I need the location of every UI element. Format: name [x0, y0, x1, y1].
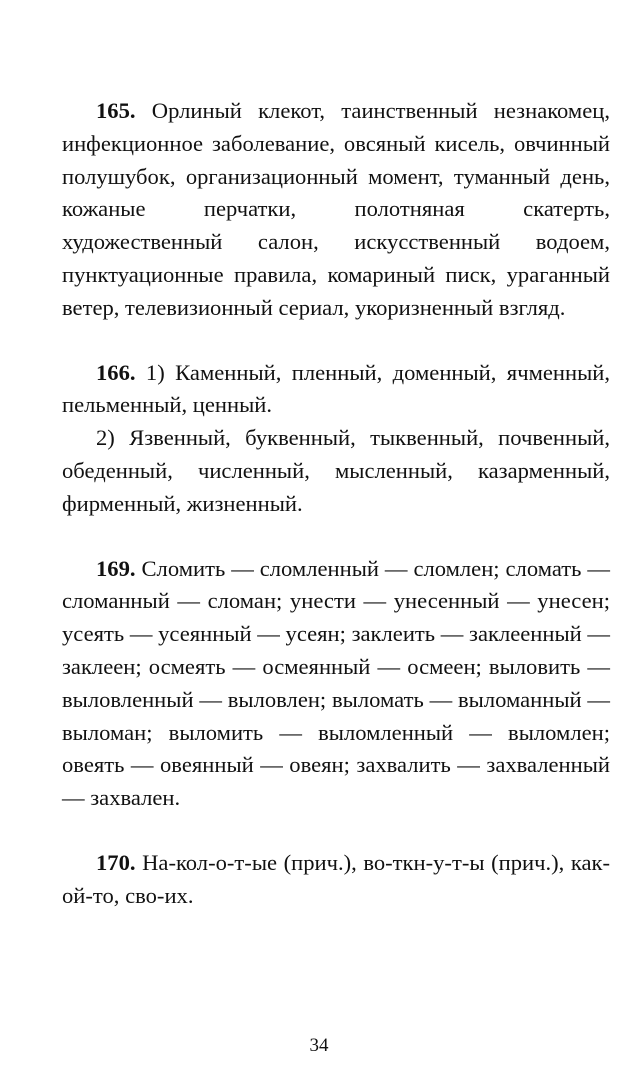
exercise-text: 2) Язвенный, буквенный, тыквенный, почвенный, обеденный, численный, мысленный, казарменный, фирменный, жизненный.	[62, 425, 610, 516]
page-number: 34	[309, 1035, 329, 1056]
exercise-number: 170.	[96, 849, 136, 875]
exercise-text: Сломить — сломленный — сломлен; сломать — сломанный — сломан; унести — унесенный — унесен; усеять — усеянный — усеян; заклеить — заклеенный — заклеен; осмеять — осмеянный — осмеен; выловить — выловленный — выловлен; выломать — выломанный — выломан; выломить — выломленный — выломлен; овеять — овеянный — овеян; захвалить — захваленный — захвален.	[62, 555, 610, 811]
exercise-number: 166.	[96, 359, 136, 385]
exercise-text: 1) Каменный, пленный, доменный, ячменный, пельменный, ценный.	[62, 359, 610, 418]
exercise-165	[62, 95, 610, 325]
exercise-number: 165.	[96, 98, 136, 123]
exercise-169	[62, 553, 610, 815]
exercise-text: Орлиный клекот, таинственный незнакомец, инфекционное заболевание, овсяный кисель, овчинный полушубок, организационный момент, туманный день, кожаные перчатки, полотняная скатерть, художественный салон, искусственный водоем, пунктуационные правила, комариный писк, ураганный ветер, телевизионный сериал, укоризненный взгляд.	[62, 98, 610, 320]
exercise-text: На-кол-о-т-ые (прич.), во-ткн-у-т-ы (прич.), как-ой-то, сво-их.	[62, 849, 610, 908]
exercise-166-part-1	[62, 357, 610, 423]
exercise-number: 169.	[96, 555, 136, 581]
spacer	[62, 521, 610, 553]
exercise-170	[62, 847, 610, 913]
page-content	[62, 95, 610, 913]
exercise-166-part-2	[62, 422, 610, 520]
spacer	[62, 815, 610, 847]
spacer	[62, 325, 610, 357]
